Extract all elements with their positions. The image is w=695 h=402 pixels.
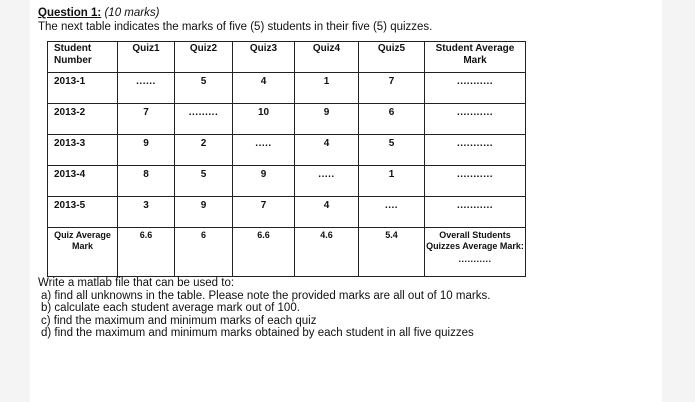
header-quiz4: Quiz4 <box>295 42 359 73</box>
header-quiz5: Quiz5 <box>359 42 425 73</box>
quiz-mark-cell: 7 <box>118 104 175 135</box>
quiz-average-cell: 5.4 <box>359 228 425 277</box>
intro-text: The next table indicates the marks of five (5) students in their five (5) quizzes. <box>38 21 433 33</box>
overall-average-label: Overall Students Quizzes Average Mark: <box>426 230 524 251</box>
student-number-cell: 2013-5 <box>48 197 118 228</box>
student-number-cell: 2013-4 <box>48 166 118 197</box>
table-row <box>48 197 526 228</box>
quiz-mark-cell: 9 <box>295 104 359 135</box>
question-marks: (10 marks) <box>104 7 160 19</box>
quiz-mark-cell: 4 <box>295 197 359 228</box>
task-instruction: Write a matlab file that can be used to: <box>38 277 235 289</box>
quiz-mark-cell: 3 <box>118 197 175 228</box>
task-item: b) calculate each student average mark out of 100. <box>41 302 300 314</box>
quiz-mark-cell: ......... <box>175 104 233 135</box>
student-number-cell: 2013-2 <box>48 104 118 135</box>
quiz-mark-cell: 5 <box>175 166 233 197</box>
quiz-mark-cell: 5 <box>175 73 233 104</box>
quiz-mark-cell: 10 <box>233 104 295 135</box>
quiz-mark-cell: ..... <box>295 166 359 197</box>
header-student-number: Student Number <box>48 42 118 73</box>
quiz-mark-cell: 5 <box>359 135 425 166</box>
quiz-average-row <box>48 228 526 277</box>
student-number-cell: 2013-3 <box>48 135 118 166</box>
header-row <box>48 42 526 73</box>
marks-table <box>47 41 526 277</box>
quiz-average-cell: 6.6 <box>118 228 175 277</box>
question-label: Question 1: <box>38 7 102 19</box>
quiz-average-cell: 6 <box>175 228 233 277</box>
student-average-cell: ........... <box>425 197 526 228</box>
quiz-mark-cell: 4 <box>295 135 359 166</box>
task-list <box>38 277 490 340</box>
quiz-mark-cell: .... <box>359 197 425 228</box>
quiz-mark-cell: 1 <box>295 73 359 104</box>
header-quiz3: Quiz3 <box>233 42 295 73</box>
overall-average-cell <box>425 228 526 277</box>
table-row <box>48 104 526 135</box>
header-quiz2: Quiz2 <box>175 42 233 73</box>
quiz-mark-cell: ..... <box>233 135 295 166</box>
quiz-mark-cell: 9 <box>233 166 295 197</box>
quiz-average-cell: 6.6 <box>233 228 295 277</box>
quiz-mark-cell: 2 <box>175 135 233 166</box>
header-student-average: Student Average Mark <box>425 42 526 73</box>
quiz-mark-cell: 7 <box>233 197 295 228</box>
question-heading <box>38 7 159 20</box>
task-item: a) find all unknowns in the table. Please note the provided marks are all out of 10 marks. <box>41 289 491 302</box>
table-row <box>48 166 526 197</box>
overall-average-value: ........... <box>458 254 492 264</box>
task-item: d) find the maximum and minimum marks obtained by each student in all five quizzes <box>41 327 474 339</box>
quiz-mark-cell: ...... <box>118 73 175 104</box>
student-number-cell: 2013-1 <box>48 73 118 104</box>
student-average-cell: ........... <box>425 73 526 104</box>
quiz-mark-cell: 6 <box>359 104 425 135</box>
student-average-cell: ........... <box>425 135 526 166</box>
table-row <box>48 73 526 104</box>
quiz-mark-cell: 7 <box>359 73 425 104</box>
quiz-average-label: Quiz Average Mark <box>48 228 118 277</box>
quiz-mark-cell: 8 <box>118 166 175 197</box>
student-average-cell: ........... <box>425 166 526 197</box>
quiz-mark-cell: 1 <box>359 166 425 197</box>
student-average-cell: ........... <box>425 104 526 135</box>
header-quiz1: Quiz1 <box>118 42 175 73</box>
quiz-mark-cell: 9 <box>175 197 233 228</box>
quiz-mark-cell: 4 <box>233 73 295 104</box>
quiz-average-cell: 4.6 <box>295 228 359 277</box>
task-item: c) find the maximum and minimum marks of each quiz <box>41 314 317 327</box>
quiz-mark-cell: 9 <box>118 135 175 166</box>
question-page <box>30 0 662 402</box>
table-row <box>48 135 526 166</box>
